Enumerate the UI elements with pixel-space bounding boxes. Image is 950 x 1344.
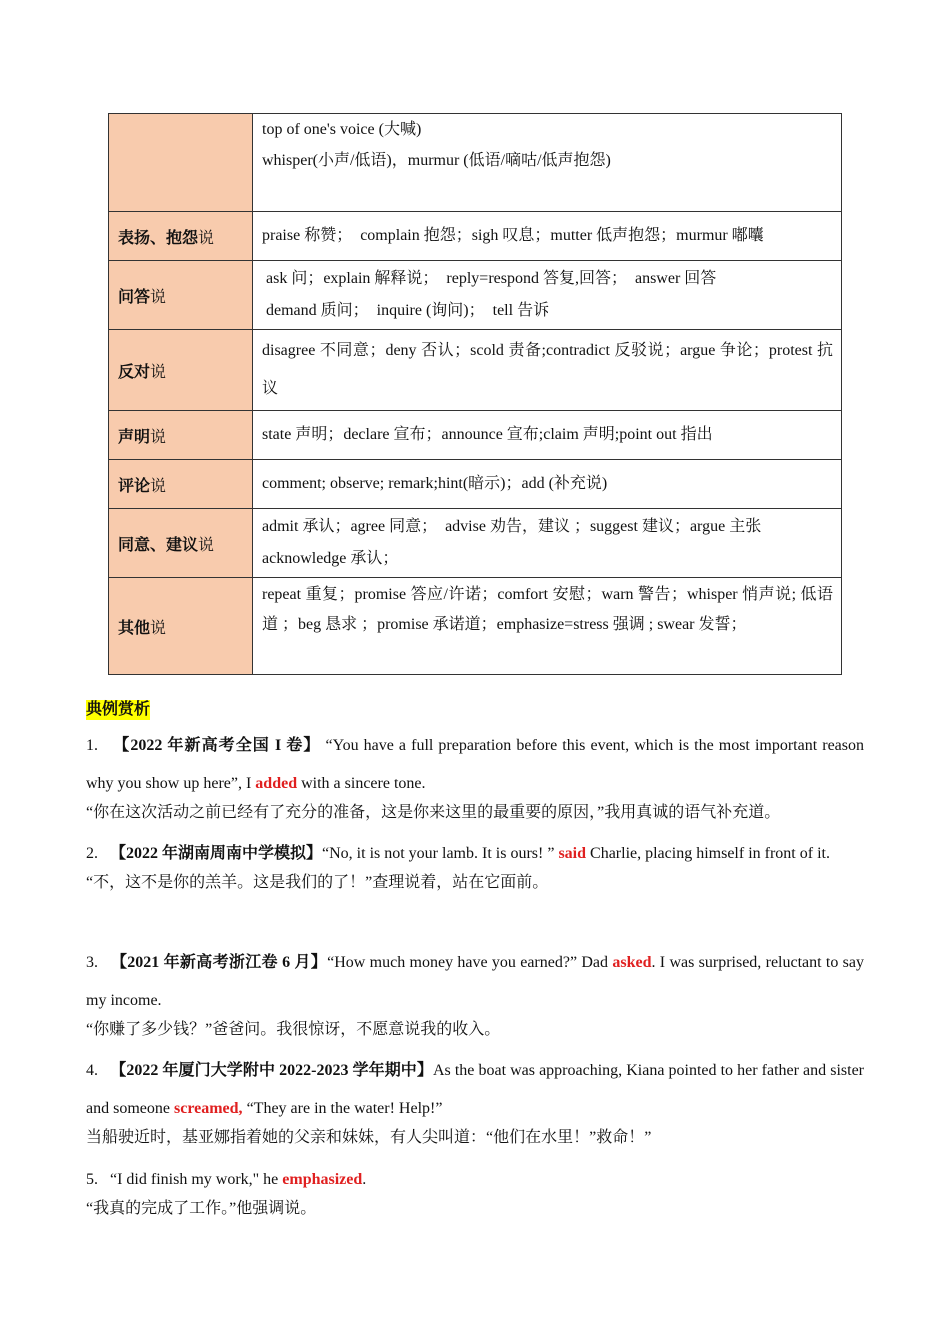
category-label-suffix: 说	[150, 288, 167, 306]
example-text: “How much money have you earned?” Dad	[327, 954, 613, 971]
words-line: repeat 重复；promise 答应/许诺；comfort 安慰；warn 警告；whisper 悄声说; 低语 道 ；beg 恳求 ；promise 承诺道；emphasize=stress 强调 ; swear 发誓；	[262, 586, 850, 633]
example-keyword: asked	[612, 954, 652, 971]
example-translation: “你赚了多少钱？”爸爸问。我很惊讶，不愿意说我的收入。	[86, 1021, 501, 1038]
example-sentence	[86, 727, 864, 803]
table-row	[109, 460, 842, 509]
example-text: Charlie, placing himself in front of it.	[586, 845, 830, 862]
category-label-suffix: 说	[198, 229, 215, 247]
table-row	[109, 261, 842, 330]
words-line: praise 称赞； complain 抱怨；sigh 叹息；mutter 低声抱怨；murmur 嘟囔	[262, 227, 764, 244]
example-keyword: added	[255, 775, 298, 792]
words-line: whisper(小声/低语)，murmur (低语/嘀咕/低声抱怨)	[262, 152, 611, 169]
table-row	[109, 114, 842, 212]
category-cell	[109, 330, 253, 411]
category-label-suffix: 说	[150, 619, 167, 637]
example-source: 【2022 年厦门大学附中 2022-2023 学年期中】	[110, 1062, 433, 1079]
category-label-bold: 表扬、抱怨	[118, 229, 199, 247]
table-row	[109, 578, 842, 675]
example-number: 5.	[86, 1171, 98, 1188]
category-label-bold: 同意、建议	[118, 536, 199, 554]
category-cell	[109, 509, 253, 578]
category-label-suffix: 说	[150, 477, 167, 495]
category-cell	[109, 261, 253, 330]
category-label-suffix: 说	[198, 536, 215, 554]
category-label-bold: 反对	[118, 363, 151, 381]
example-keyword: emphasized	[282, 1171, 363, 1188]
words-line: state 声明；declare 宣布；announce 宣布;claim 声明;point out 指出	[262, 426, 713, 443]
words-line: top of one's voice (大喊)	[262, 121, 422, 138]
example-number: 2.	[86, 845, 98, 862]
category-cell	[109, 114, 253, 212]
example-text: “No, it is not your lamb. It is ours! ”	[322, 845, 559, 862]
example-text: “I did finish my work," he	[110, 1171, 283, 1188]
words-line: ask 问；explain 解释说； reply=respond 答复,回答； answer 回答	[262, 270, 717, 287]
words-line: admit 承认；agree 同意； advise 劝告，建议 ；suggest 建议；argue 主张	[262, 518, 762, 535]
example-text: .	[362, 1171, 367, 1188]
example-keyword: said	[558, 845, 587, 862]
example-source: 【2021 年新高考浙江卷 6 月】	[110, 954, 328, 971]
words-line: acknowledge 承认；	[262, 550, 399, 567]
words-cell	[253, 509, 842, 578]
category-label-suffix: 说	[150, 428, 167, 446]
category-label-suffix: 说	[150, 363, 167, 381]
example-number: 4.	[86, 1062, 98, 1079]
example-number: 1.	[86, 737, 98, 754]
example-item	[86, 727, 864, 825]
table-row	[109, 212, 842, 261]
category-cell	[109, 411, 253, 460]
example-source: 【2022 年新高考全国 I 卷】	[113, 737, 321, 754]
example-sentence	[86, 1161, 864, 1199]
example-item	[86, 1052, 864, 1150]
category-label-bold: 评论	[118, 477, 151, 495]
words-cell	[253, 212, 842, 261]
category-label-bold: 声明	[118, 428, 151, 446]
table-row	[109, 330, 842, 411]
table-row	[109, 411, 842, 460]
table-row	[109, 509, 842, 578]
example-source: 【2022 年湖南周南中学模拟】	[110, 845, 323, 862]
example-sentence	[86, 1052, 864, 1128]
example-number: 3.	[86, 954, 98, 971]
example-item	[86, 944, 864, 1042]
category-label-bold: 问答	[118, 288, 151, 306]
words-line: disagree 不同意；deny 否认；scold 责备;contradict 反驳说；argue 争论；protest 抗议	[262, 342, 833, 397]
example-text: . I was surprised, reluctant to say my income.	[86, 954, 865, 1009]
example-item	[86, 835, 864, 895]
category-cell	[109, 460, 253, 509]
example-text: “You have a full preparation before this event, which is the most important reason why you show up here”, I	[86, 737, 865, 792]
example-translation: 当船驶近时，基亚娜指着她的父亲和妹妹，有人尖叫道：“他们在水里！”救命！”	[86, 1129, 652, 1146]
category-label-bold: 其他	[118, 619, 151, 637]
example-translation: “我真的完成了工作。”他强调说。	[86, 1200, 317, 1217]
words-cell	[253, 411, 842, 460]
words-cell	[253, 261, 842, 330]
example-sentence	[86, 944, 864, 1020]
example-sentence	[86, 835, 864, 873]
words-line: demand 质问； inquire (询问)； tell 告诉	[262, 302, 550, 319]
example-text: As the boat was approaching, Kiana pointed to her father and sister and someone	[86, 1062, 864, 1117]
example-text: “They are in the water! Help!”	[242, 1100, 443, 1117]
example-text: with a sincere tone.	[297, 775, 426, 792]
words-line: comment; observe; remark;hint(暗示)；add (补充说)	[262, 475, 608, 492]
example-keyword: screamed,	[173, 1100, 243, 1117]
example-translation: “不，这不是你的羔羊。这是我们的了！”查理说着，站在它面前。	[86, 874, 549, 891]
words-cell	[253, 114, 842, 212]
category-cell	[109, 212, 253, 261]
vocabulary-table	[108, 113, 850, 675]
category-cell	[109, 578, 253, 675]
example-translation: “你在这次活动之前已经有了充分的准备，这是你来这里的最重要的原因，”我用真诚的语气补充道。	[86, 804, 781, 821]
words-cell	[253, 330, 842, 411]
words-cell	[253, 460, 842, 509]
words-cell	[253, 578, 850, 675]
section-title: 典例赏析	[86, 701, 151, 718]
example-item	[86, 1161, 864, 1221]
